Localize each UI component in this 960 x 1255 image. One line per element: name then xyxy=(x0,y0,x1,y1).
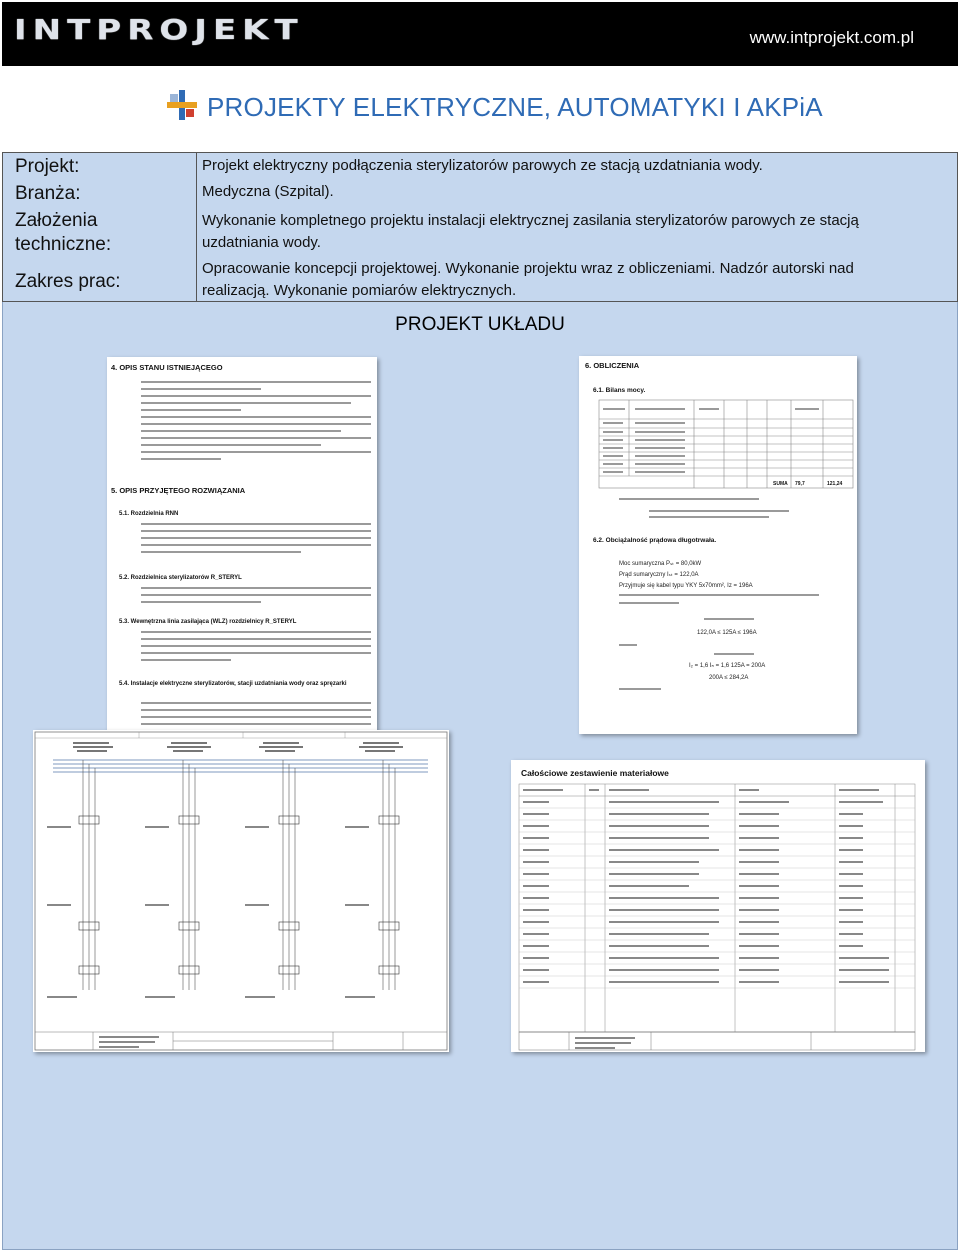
calc-line-5: I₂ = 1,6 Iₙ = 1,6 125A = 200A xyxy=(689,663,766,669)
doc1-heading1: 4. OPIS STANU ISTNIEJĄCEGO xyxy=(111,363,223,372)
formula-lines xyxy=(619,498,789,518)
electrical-plug-icon xyxy=(167,90,197,120)
schematic-page-graphic xyxy=(33,730,449,1052)
calculations-page-graphic xyxy=(579,356,857,734)
company-logo[interactable]: INTPROJEKT xyxy=(14,14,304,46)
value-project: Projekt elektryczny podłączenia sterylizatorów parowych ze stacją uzdatniania wody. xyxy=(202,157,763,174)
schematic-busbars xyxy=(53,760,428,772)
doc1-text-lines-c xyxy=(141,587,371,603)
power-balance-table xyxy=(599,400,853,488)
document-page-materials[interactable] xyxy=(511,760,925,1052)
title-row xyxy=(0,86,960,130)
doc1-heading2: 5. OPIS PRZYJĘTEGO ROZWIĄZANIA xyxy=(111,486,246,495)
schematic-small-labels xyxy=(47,826,375,998)
value-assumptions-line2: uzdatniania wody. xyxy=(202,234,321,251)
calc-line-2: Prąd sumaryczny Iₛₜ = 122,0A xyxy=(619,572,699,578)
doc1-sub4: 5.4. Instalacje elektryczne sterylizatorów, stacji uzdatniania wody oraz spręzarki xyxy=(119,681,347,687)
layout-section-title: PROJEKT UKŁADU xyxy=(395,314,565,335)
calc-line-3: Przyjmuje się kabel typu YKY 5x70mm², Iz = 196A xyxy=(619,583,753,589)
label-column xyxy=(3,153,197,301)
value-branch: Medyczna (Szpital). xyxy=(202,183,334,200)
doc1-sub3: 5.3. Wewnętrzna linia zasilająca (WLZ) rozdzielnicy R_STERYL xyxy=(119,619,297,625)
document-page-calculations[interactable] xyxy=(579,356,857,734)
doc1-text-lines-e xyxy=(141,702,371,725)
doc1-text-lines-d xyxy=(141,631,371,661)
power-balance-sum-current: 121,24 xyxy=(827,481,843,487)
value-scope-line1: Opracowanie koncepcji projektowej. Wykonanie projektu wraz z obliczeniami. Nadzór autorski nad xyxy=(202,260,854,277)
doc2-sub1: 6.1. Bilans mocy. xyxy=(593,387,646,394)
calc-line-1: Moc sumaryczna Pₛₜ = 80,0kW xyxy=(619,561,702,567)
value-assumptions-line1: Wykonanie kompletnego projektu instalacji elektrycznej zasilania sterylizatorów parowych ze stacją xyxy=(202,212,859,229)
label-scope: Zakres prac: xyxy=(15,271,121,292)
doc1-text-lines-a xyxy=(141,381,371,460)
materials-title-text xyxy=(575,1037,635,1049)
doc2-heading: 6. OBLICZENIA xyxy=(585,361,640,370)
schematic-title-text xyxy=(99,1036,159,1048)
calc-line-6: 200A ≤ 284,2A xyxy=(709,675,749,681)
materials-table xyxy=(519,784,915,1032)
document-page-schematic[interactable] xyxy=(33,730,449,1052)
doc1-text-lines-b xyxy=(141,523,371,553)
label-assumptions-line2: techniczne: xyxy=(15,234,112,255)
doc1-sub1: 5.1. Rozdzielnia RNN xyxy=(119,511,179,517)
document-page-description[interactable] xyxy=(107,357,377,732)
page-title: PROJEKTY ELEKTRYCZNE, AUTOMATYKI I AKPiA xyxy=(207,92,823,122)
schematic-title-block xyxy=(35,1032,447,1050)
description-page-graphic xyxy=(107,357,377,732)
power-balance-cells xyxy=(603,408,819,473)
schematic-branch-lines xyxy=(83,760,395,990)
doc4-heading: Całościowe zestawienie materiałowe xyxy=(521,768,669,778)
doc1-sub2: 5.2. Rozdzielnica sterylizatorów R_STERYL xyxy=(119,575,242,581)
doc2-sub2: 6.2. Obciążalność prądowa długotrwała. xyxy=(593,537,717,544)
power-balance-sum-label: SUMA xyxy=(773,481,788,487)
label-branch: Branża: xyxy=(15,183,81,204)
calc-line-4: 122,0A ≤ 125A ≤ 196A xyxy=(697,630,757,636)
materials-page-graphic xyxy=(511,760,925,1052)
value-scope-line2: realizacją. Wykonanie pomiarów elektrycznych. xyxy=(202,282,517,299)
schematic-breakers xyxy=(79,816,399,974)
materials-cells xyxy=(523,789,889,983)
power-balance-sum-power: 79,7 xyxy=(795,481,805,487)
schematic-feeder-labels xyxy=(73,742,403,752)
label-project: Projekt: xyxy=(15,156,80,177)
site-header xyxy=(2,2,958,66)
site-url-link[interactable]: www.intprojekt.com.pl xyxy=(749,28,914,47)
schematic-border-ticks xyxy=(35,732,447,738)
label-assumptions-line1: Założenia xyxy=(15,210,98,231)
project-info-table xyxy=(2,152,958,302)
